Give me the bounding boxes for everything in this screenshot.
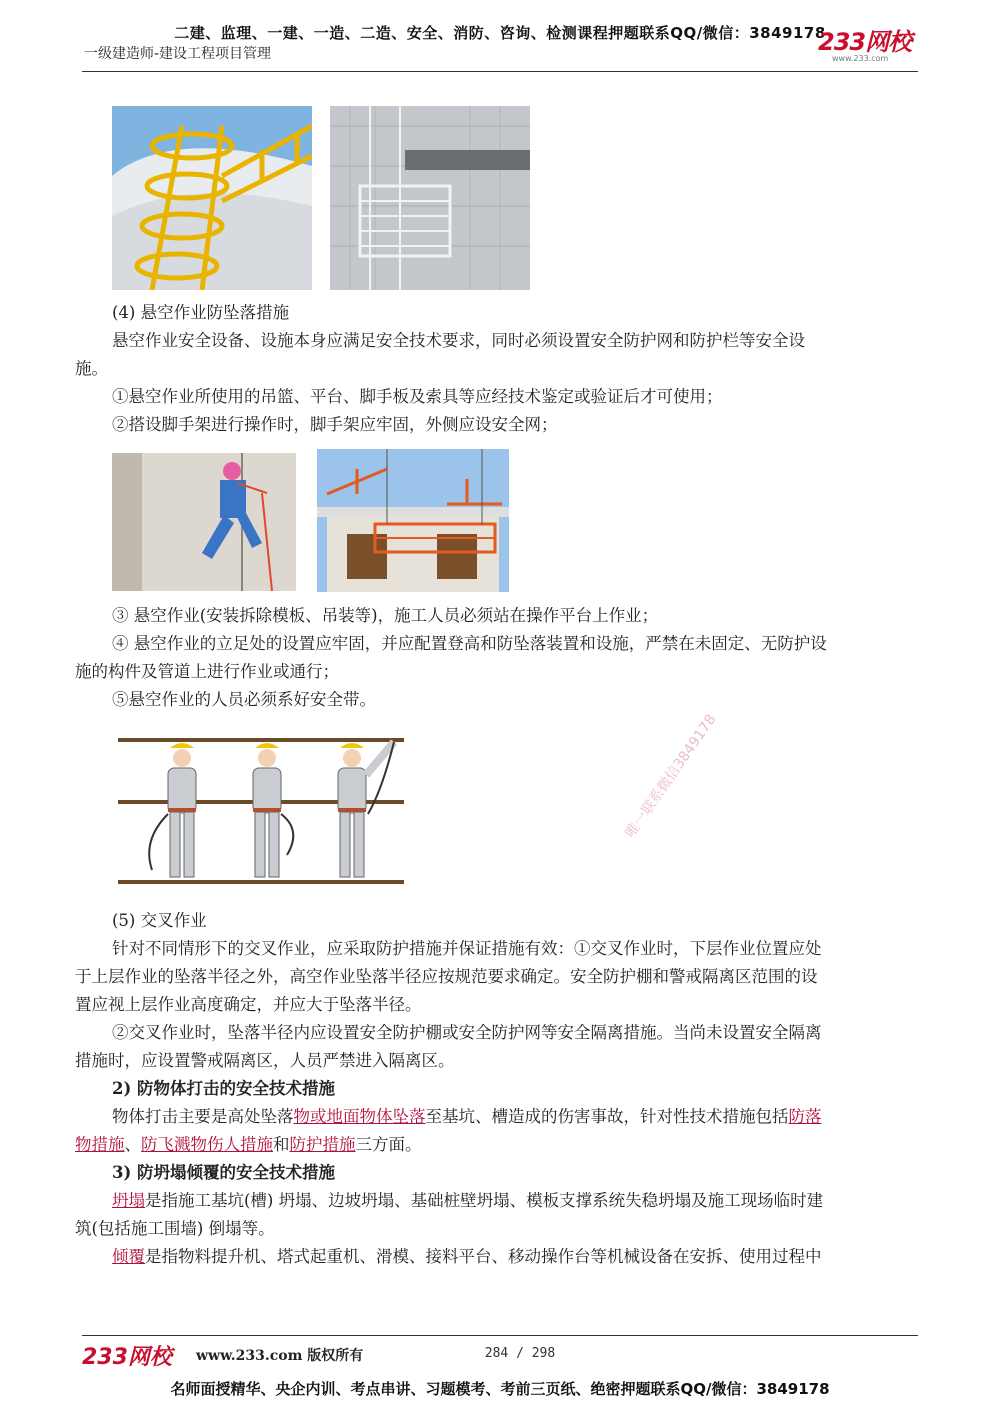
section-4-item-5: ⑤悬空作业的人员必须系好安全带。 bbox=[112, 690, 376, 709]
underlined-term-falling-objects: 物或地面物体坠落 bbox=[293, 1107, 426, 1126]
underlined-term-anti-fall-part-1: 防落 bbox=[788, 1107, 822, 1126]
footer-divider bbox=[82, 1335, 918, 1336]
text-run: 、 bbox=[124, 1135, 141, 1154]
section-4-paragraph-line-2: 施。 bbox=[75, 359, 108, 378]
footer-logo: 233网校 bbox=[82, 1345, 172, 1370]
object-strike-paragraph-line-1 bbox=[112, 1106, 962, 1128]
underlined-term-overturn: 倾覆 bbox=[112, 1247, 145, 1266]
section-5-paragraph-1-line-2: 于上层作业的坠落半径之外，高空作业坠落半径应按规范要求确定。安全防护棚和警戒隔离区范围的设 bbox=[75, 967, 818, 986]
section-4-item-3: ③ 悬空作业(安装拆除模板、吊装等)，施工人员必须站在操作平台上作业； bbox=[112, 606, 659, 625]
bottom-promo-banner: 名师面授精华、央企内训、考点串讲、习题模考、考前三页纸、绝密押题联系QQ/微信：3849178 bbox=[170, 1380, 830, 1398]
worker-figure-left bbox=[149, 743, 196, 877]
section-5-paragraph-2-line-2: 措施时，应设置警戒隔离区，人员严禁进入隔离区。 bbox=[75, 1051, 455, 1070]
watermark-text: 唯一联系微信3849178 bbox=[622, 711, 720, 841]
worker-figure-middle bbox=[253, 743, 293, 877]
top-promo-banner: 二建、监理、一建、一造、二造、安全、消防、咨询、检测课程押题联系QQ/微信：3849178 bbox=[174, 24, 826, 42]
footer-copyright: www.233.com 版权所有 bbox=[196, 1348, 364, 1364]
section-4-item-2: ②搭设脚手架进行操作时，脚手架应牢固，外侧应设安全网； bbox=[112, 415, 558, 434]
heading-object-strike: 2) 防物体打击的安全技术措施 bbox=[112, 1079, 336, 1098]
underlined-term-protection: 防护措施 bbox=[289, 1135, 356, 1154]
header-divider bbox=[82, 71, 918, 72]
underlined-term-collapse: 坍塌 bbox=[112, 1191, 145, 1210]
section-5-paragraph-1-line-1: 针对不同情形下的交叉作业，应采取防护措施并保证措施有效：①交叉作业时，下层作业位置应处 bbox=[112, 939, 822, 958]
brand-logo bbox=[818, 30, 918, 66]
document-subtitle: 一级建造师-建设工程项目管理 bbox=[84, 46, 272, 62]
section-5-paragraph-2-line-1: ②交叉作业时，坠落半径内应设置安全防护棚或安全防护网等安全隔离措施。当尚未设置安全隔离 bbox=[112, 1023, 822, 1042]
collapse-paragraph-line-1 bbox=[112, 1190, 962, 1212]
text-run: 至基坑、槽造成的伤害事故，针对性技术措施包括 bbox=[425, 1107, 789, 1126]
underlined-term-anti-splash: 防飞溅物伤人措施 bbox=[141, 1135, 273, 1154]
photo-building-cage-ladder bbox=[330, 106, 530, 290]
text-run: 是指施工基坑(槽) 坍塌、边坡坍塌、基础桩壁坍塌、模板支撑系统失稳坍塌及施工现场临时建 bbox=[145, 1191, 824, 1210]
section-5-title: (5) 交叉作业 bbox=[112, 911, 207, 930]
text-run: 物体打击主要是高处坠落 bbox=[112, 1107, 294, 1126]
section-4-paragraph-line-1: 悬空作业安全设备、设施本身应满足安全技术要求，同时必须设置安全防护网和防护栏等安全设 bbox=[112, 331, 805, 350]
section-4-title: (4) 悬空作业防坠落措施 bbox=[112, 303, 290, 322]
photo-suspended-platform bbox=[317, 449, 509, 592]
text-run: 和 bbox=[273, 1135, 290, 1154]
logo-mark: 233网校 bbox=[818, 28, 912, 56]
text-run: 是指物料提升机、塔式起重机、滑模、接料平台、移动操作台等机械设备在安拆、使用过程中 bbox=[145, 1247, 822, 1266]
section-4-item-4-line-2: 施的构件及管道上进行作业或通行； bbox=[75, 662, 339, 681]
underlined-term-anti-fall-part-2: 物措施 bbox=[75, 1135, 125, 1154]
object-strike-paragraph-line-2 bbox=[75, 1134, 925, 1156]
photo-yellow-cage-ladder bbox=[112, 106, 312, 290]
text-run: 三方面。 bbox=[355, 1135, 422, 1154]
photo-worker-harness bbox=[112, 453, 296, 591]
collapse-paragraph-line-2: 筑(包括施工围墙) 倒塌等。 bbox=[75, 1219, 275, 1238]
logo-site: www.233.com bbox=[832, 54, 889, 63]
section-5-paragraph-1-line-3: 置应视上层作业高度确定，并应大于坠落半径。 bbox=[75, 995, 422, 1014]
worker-figure-right bbox=[338, 742, 394, 877]
page-number: 284 / 298 bbox=[484, 1346, 556, 1361]
illustration-workers-safety-belts bbox=[112, 730, 412, 890]
section-4-item-4-line-1: ④ 悬空作业的立足处的设置应牢固，并应配置登高和防坠落装置和设施，严禁在未固定、无防护设 bbox=[112, 634, 827, 653]
heading-collapse-overturn: 3) 防坍塌倾覆的安全技术措施 bbox=[112, 1163, 336, 1182]
overturn-paragraph-line-1 bbox=[112, 1246, 962, 1268]
section-4-item-1: ①悬空作业所使用的吊篮、平台、脚手板及索具等应经技术鉴定或验证后才可使用； bbox=[112, 387, 723, 406]
